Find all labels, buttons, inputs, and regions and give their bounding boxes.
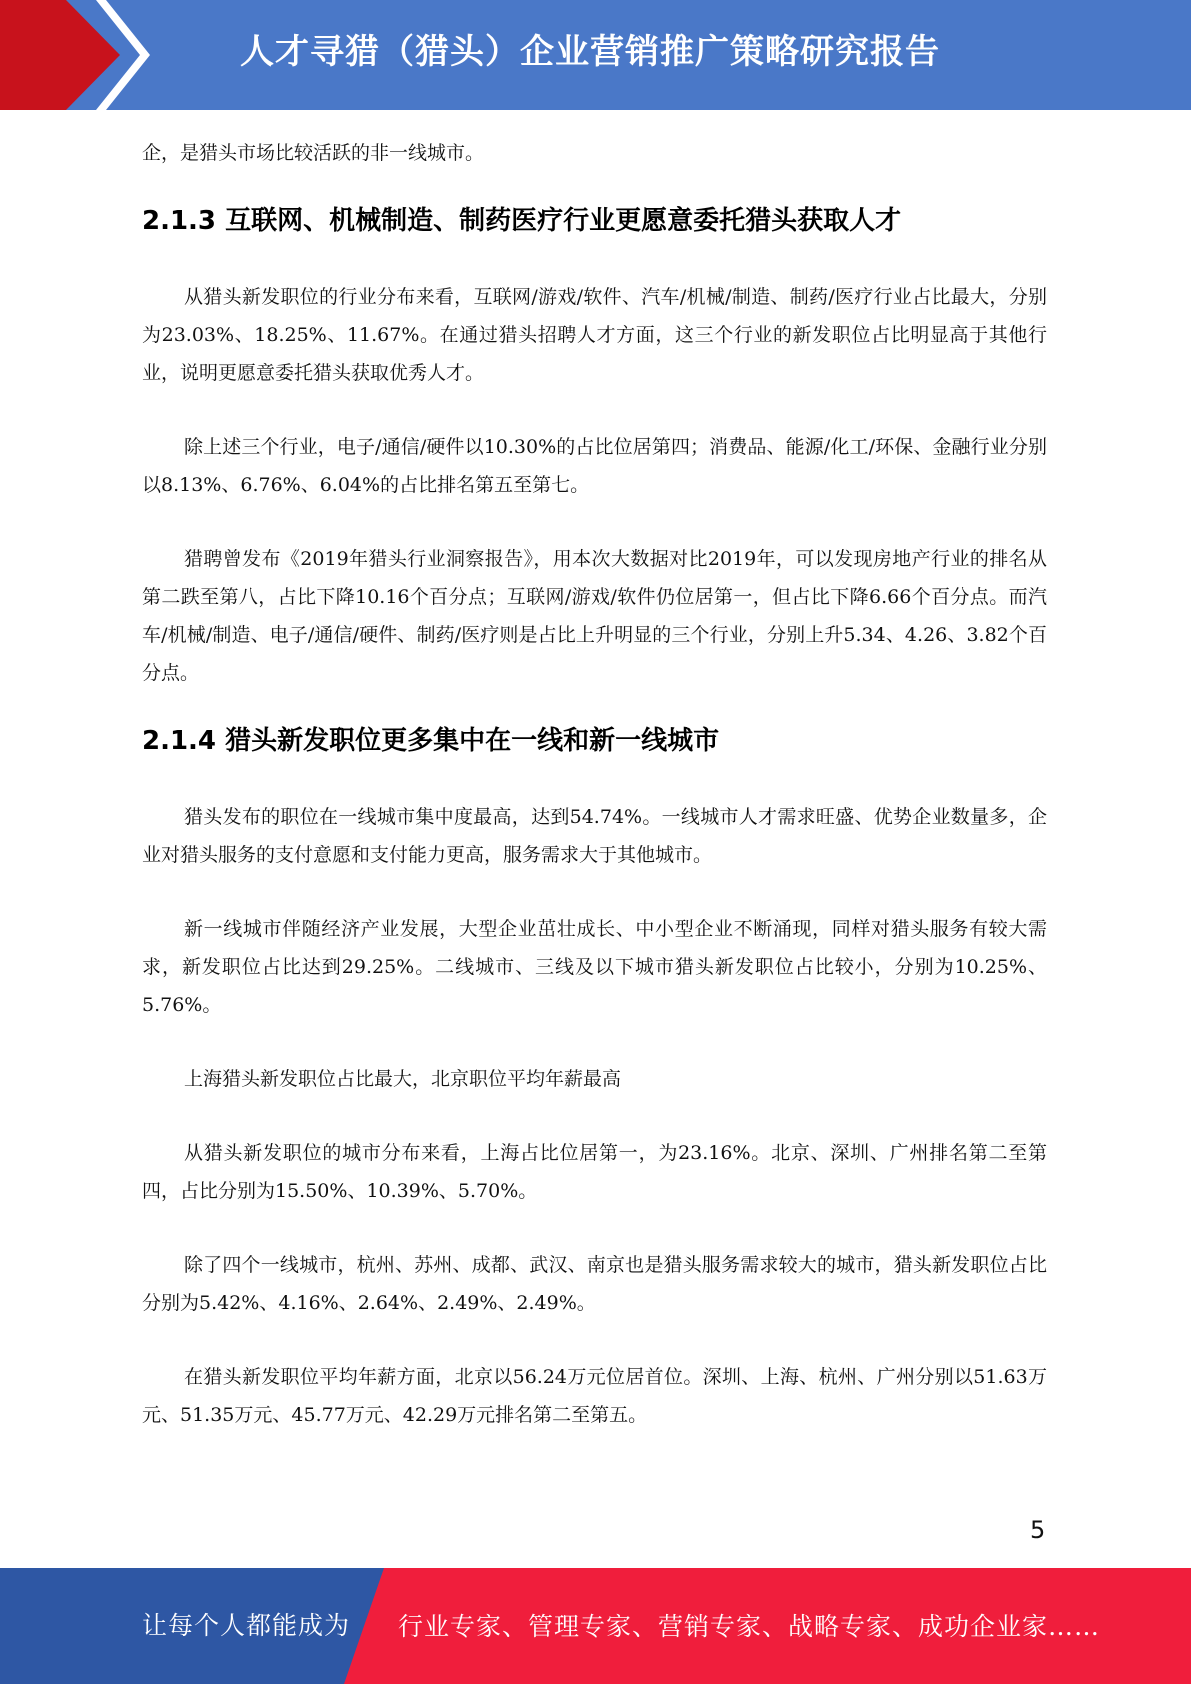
paragraph: 从猎头新发职位的城市分布来看，上海占比位居第一，为23.16%。北京、深圳、广州排名第二至第四，占比分别为15.50%、10.39%、5.70%。 (142, 1142, 1047, 1202)
intro-continuation: 企，是猎头市场比较活跃的非一线城市。 (142, 142, 485, 164)
paragraph: 除了四个一线城市，杭州、苏州、成都、武汉、南京也是猎头服务需求较大的城市，猎头新发职位占比分别为5.42%、4.16%、2.64%、2.49%、2.49%。 (142, 1254, 1047, 1314)
report-title: 人才寻猎（猎头）企业营销推广策略研究报告 (240, 32, 940, 72)
header-red-block (0, 0, 150, 110)
paragraph: 除上述三个行业，电子/通信/硬件以10.30%的占比位居第四；消费品、能源/化工/环保、金融行业分别以8.13%、6.76%、6.04%的占比排名第五至第七。 (142, 436, 1047, 496)
paragraph: 在猎头新发职位平均年薪方面，北京以56.24万元位居首位。深圳、上海、杭州、广州分别以51.63万元、51.35万元、45.77万元、42.29万元排名第二至第五。 (142, 1366, 1047, 1426)
subheading-paragraph: 上海猎头新发职位占比最大，北京职位平均年薪最高 (184, 1068, 622, 1090)
paragraph: 猎头发布的职位在一线城市集中度最高，达到54.74%。一线城市人才需求旺盛、优势企业数量多，企业对猎头服务的支付意愿和支付能力更高，服务需求大于其他城市。 (142, 806, 1047, 866)
paragraph: 新一线城市伴随经济产业发展，大型企业茁壮成长、中小型企业不断涌现，同样对猎头服务有较大需求，新发职位占比达到29.25%。二线城市、三线及以下城市猎头新发职位占比较小，分别为10.25%、5.76%。 (142, 918, 1047, 1016)
page-content (142, 134, 1047, 1434)
section-heading-2-1-4: 2.1.4 猎头新发职位更多集中在一线和新一线城市 (142, 726, 720, 756)
paragraph: 从猎头新发职位的行业分布来看，互联网/游戏/软件、汽车/机械/制造、制药/医疗行业占比最大，分别为23.03%、18.25%、11.67%。在通过猎头招聘人才方面，这三个行业的新发职位占比明显高于其他行业，说明更愿意委托猎头获取优秀人才。 (142, 286, 1047, 384)
footer-slogan-right: 行业专家、管理专家、营销专家、战略专家、成功企业家…… (398, 1612, 1101, 1641)
page-header (0, 0, 1191, 110)
section-heading-2-1-3: 2.1.3 互联网、机械制造、制药医疗行业更愿意委托猎头获取人才 (142, 206, 902, 236)
page-number: 5 (1030, 1516, 1046, 1544)
page-footer (0, 1568, 1191, 1684)
paragraph: 猎聘曾发布《2019年猎头行业洞察报告》，用本次大数据对比2019年，可以发现房地产行业的排名从第二跌至第八，占比下降10.16个百分点；互联网/游戏/软件仍位居第一，但占比下降6.66个百分点。而汽车/机械/制造、电子/通信/硬件、制药/医疗则是占比上升明显的三个行业，分别上升5.34、4.26、3.82个百分点。 (142, 548, 1047, 684)
footer-slogan-left: 让每个人都能成为 (142, 1611, 351, 1640)
